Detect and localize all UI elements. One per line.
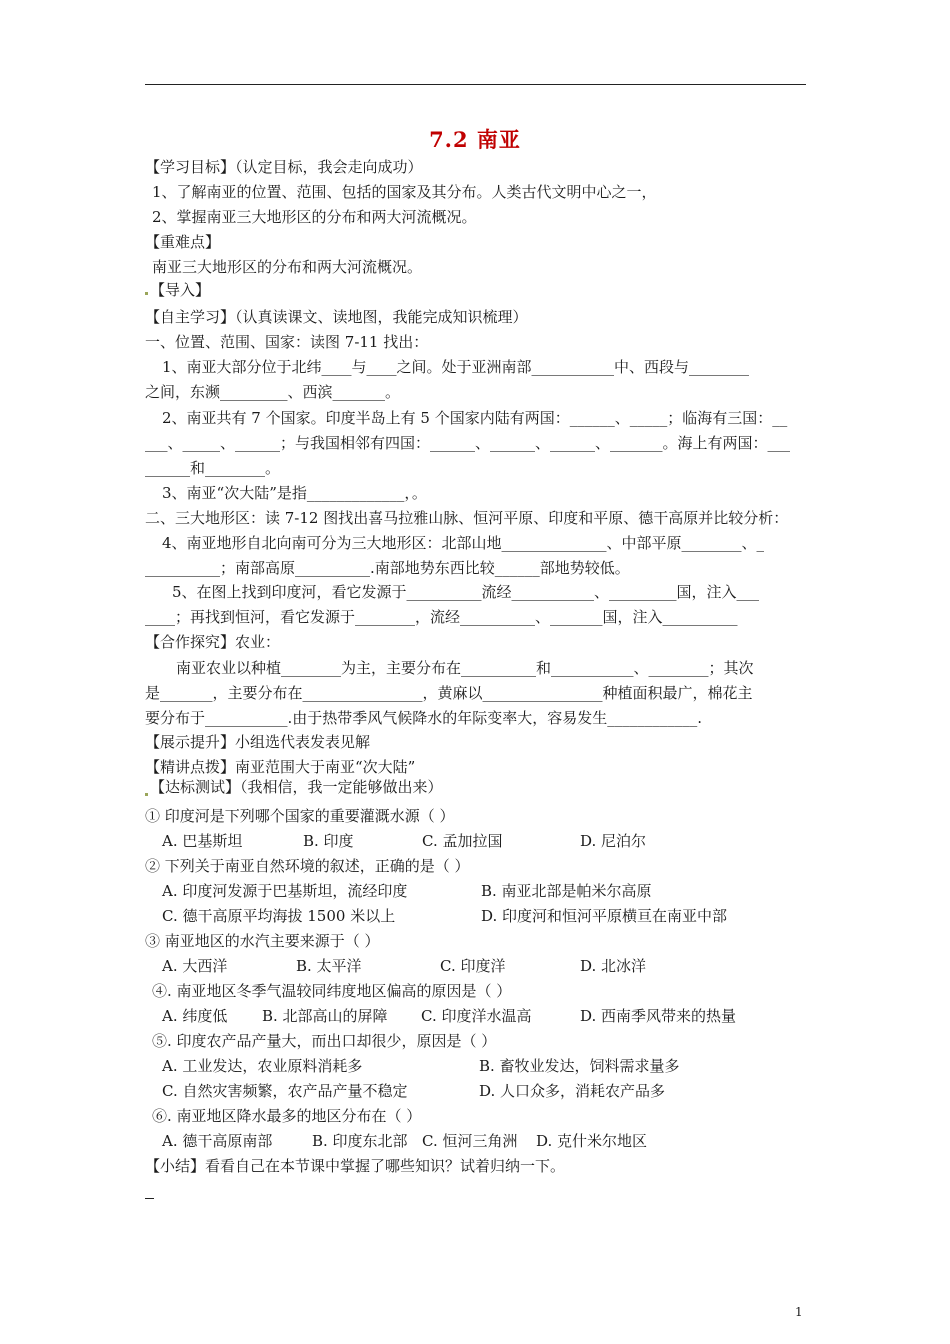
text-line: 1、了解南亚的位置、范围、包括的国家及其分布。人类古代文明中心之一， — [152, 183, 657, 201]
text-line: 【合作探究】农业： — [145, 633, 281, 651]
text-line: 5、在图上找到印度河，看它发源于__________流经___________、_________国，注入___ — [172, 583, 760, 601]
option-a: A. 巴基斯坦 — [162, 832, 243, 850]
option-b: B. 印度东北部 — [312, 1132, 408, 1150]
footnote-rule — [145, 1198, 154, 1199]
summary-line: 【小结】看看自己在本节课中掌握了哪些知识？试着归纳一下。 — [145, 1157, 566, 1175]
page-title: 7.2 南亚 — [429, 127, 521, 152]
option-d: D. 人口众多，消耗农产品多 — [479, 1082, 666, 1100]
text-line: 【展示提升】小组选代表发表见解 — [145, 733, 371, 751]
option-d: D. 印度河和恒河平原横亘在南亚中部 — [481, 907, 728, 925]
option-d: D. 尼泊尔 — [580, 832, 647, 850]
text-line: 【学习目标】（认定目标，我会走向成功） — [145, 158, 423, 176]
option-a: A. 工业发达，农业原料消耗多 — [162, 1057, 363, 1075]
text-line: 之间，东濒_________、西滨_______。 — [145, 383, 401, 401]
stray-mark — [145, 292, 148, 295]
text-line: 1、南亚大部分位于北纬____与____之间。处于亚洲南部___________中、西段与________ — [162, 358, 750, 376]
text-line: 南亚三大地形区的分布和两大河流概况。 — [152, 258, 423, 276]
text-line: 2、南亚共有 7 个国家。印度半岛上有 5 个国家内陆有两国：______、_____；临海有三国：__ — [162, 409, 788, 427]
option-c: C. 印度洋 — [440, 957, 506, 975]
text-line: 一、位置、范围、国家：读图 7-11 找出： — [145, 333, 429, 351]
text-line: 要分布于___________.由于热带季风气候降水的年际变率大，容易发生____________. — [145, 709, 703, 727]
text-line: 【达标测试】（我相信，我一定能够做出来） — [150, 778, 443, 796]
option-c: C. 自然灾害频繁，农产品产量不稳定 — [162, 1082, 408, 1100]
text-line: 2、掌握南亚三大地形区的分布和两大河流概况。 — [152, 208, 477, 226]
page-number: 1 — [795, 1305, 803, 1319]
option-a: A. 德干高原南部 — [162, 1132, 273, 1150]
stray-mark — [145, 793, 148, 796]
question-1: ① 印度河是下列哪个国家的重要灌溉水源（ ） — [145, 807, 455, 825]
option-d: D. 北冰洋 — [580, 957, 647, 975]
option-b: B. 南亚北部是帕米尔高原 — [481, 882, 652, 900]
question-3: ③ 南亚地区的水汽主要来源于（ ） — [145, 932, 380, 950]
text-line: 南亚农业以种植________为主，主要分布在__________和___________、________；其次 — [176, 659, 754, 677]
text-line: ______和________。 — [145, 459, 281, 477]
option-b: B. 印度 — [303, 832, 354, 850]
option-a: A. 纬度低 — [162, 1007, 228, 1025]
text-line: 3、南亚“次大陆”是指_____________，。 — [162, 484, 427, 502]
text-line: 【自主学习】（认真读课文、读地图，我能完成知识梳理） — [145, 308, 528, 326]
question-5: ⑤. 印度农产品产量大，而出口却很少，原因是（ ） — [152, 1032, 497, 1050]
option-c: C. 德干高原平均海拔 1500 米以上 — [162, 907, 396, 925]
option-a: A. 印度河发源于巴基斯坦，流经印度 — [162, 882, 408, 900]
question-6: ⑥. 南亚地区降水最多的地区分布在（ ） — [152, 1107, 422, 1125]
option-d: D. 克什米尔地区 — [536, 1132, 648, 1150]
option-a: A. 大西洋 — [162, 957, 228, 975]
text-line: 是_______，主要分布在________________，黄麻以________________种植面积最广，棉花主 — [145, 684, 753, 702]
option-c: C. 恒河三角洲 — [422, 1132, 518, 1150]
text-line: 【重难点】 — [145, 233, 221, 251]
question-2: ② 下列关于南亚自然环境的叙述，正确的是（ ） — [145, 857, 470, 875]
text-line: 二、三大地形区：读 7-12 图找出喜马拉雅山脉、恒河平原、印度和平原、德干高原并比较分析： — [145, 509, 789, 527]
text-line: 【导入】 — [150, 281, 211, 299]
text-line: ____；再找到恒河，看它发源于________，流经__________、_______国，注入__________ — [145, 608, 738, 626]
text-line: ___、_____、______；与我国相邻有四国：______、______、______、_______。海上有两国：___ — [145, 434, 791, 452]
option-b: B. 太平洋 — [296, 957, 362, 975]
text-line: 4、南亚地形自北向南可分为三大地形区：北部山地______________、中部平原________、_ — [162, 534, 765, 552]
header-rule — [145, 84, 806, 85]
option-d: D. 西南季风带来的热量 — [580, 1007, 737, 1025]
text-line: 【精讲点拨】南亚范围大于南亚“次大陆” — [145, 758, 416, 776]
question-4: ④. 南亚地区冬季气温较同纬度地区偏高的原因是（ ） — [152, 982, 512, 1000]
option-b: B. 北部高山的屏障 — [262, 1007, 388, 1025]
option-c: C. 孟加拉国 — [422, 832, 503, 850]
text-line: __________；南部高原__________.南部地势东西比较______部地势较低。 — [145, 559, 630, 577]
option-c: C. 印度洋水温高 — [421, 1007, 532, 1025]
option-b: B. 畜牧业发达，饲料需求量多 — [479, 1057, 680, 1075]
